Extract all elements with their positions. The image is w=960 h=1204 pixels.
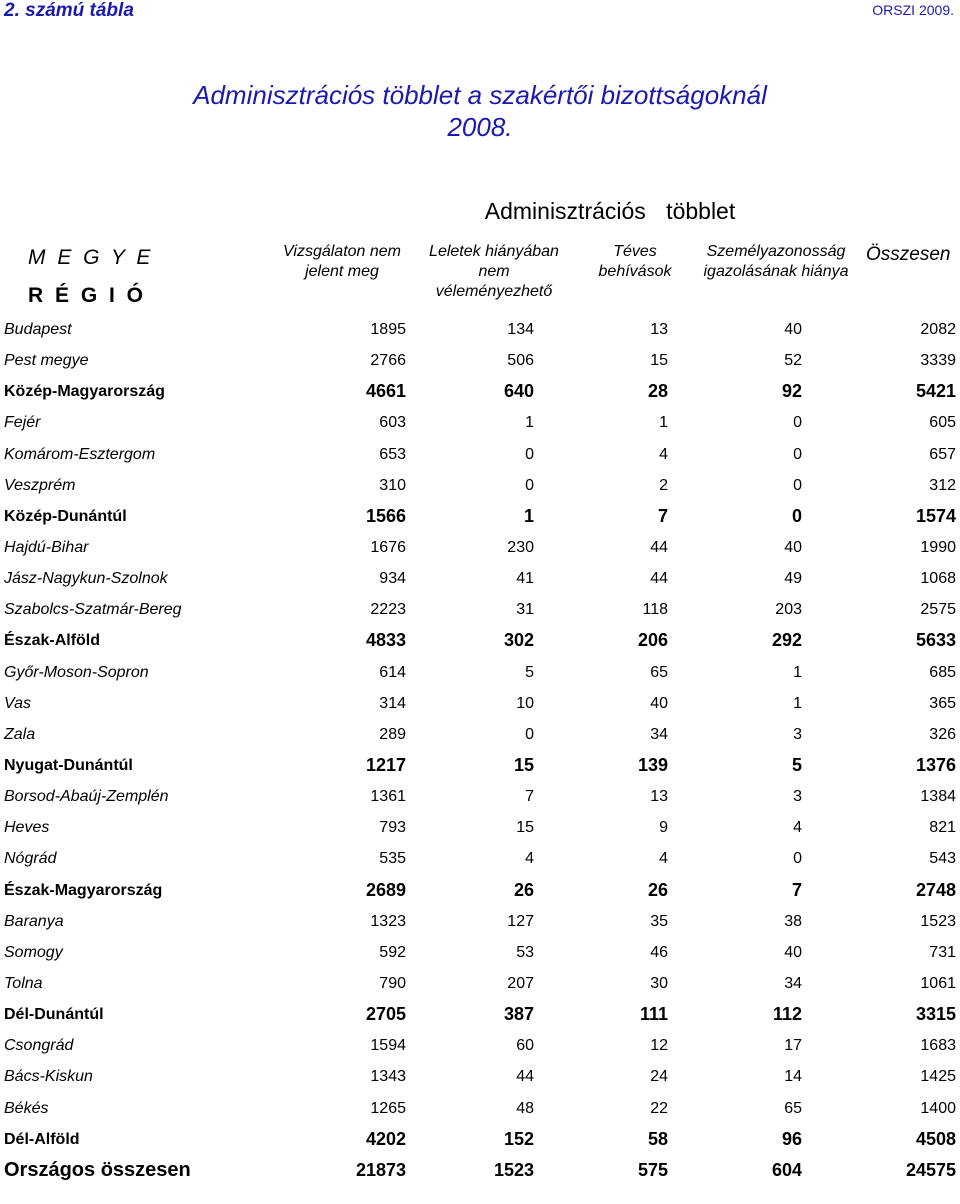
cell-value: 30	[650, 974, 668, 992]
cell-value: 821	[929, 819, 956, 837]
row-name: Országos összesen	[4, 1158, 191, 1181]
cell-value: 2575	[920, 601, 956, 619]
cell-value: 134	[507, 321, 534, 338]
cell-value: 604	[771, 1159, 802, 1180]
table-row	[0, 594, 960, 625]
cell-value: 4	[659, 445, 668, 463]
cell-value: 92	[781, 381, 802, 402]
cell-value: 1068	[920, 570, 956, 588]
cell-value: 731	[929, 943, 956, 961]
cell-value: 7	[657, 505, 668, 526]
cell-value: 118	[642, 601, 668, 619]
cell-value: 1895	[370, 321, 406, 338]
cell-value: 4	[659, 850, 668, 868]
row-name: Nyugat-Dunántúl	[4, 756, 133, 774]
cell-value: 387	[503, 1004, 534, 1025]
table-row	[0, 1061, 960, 1092]
region-row	[0, 625, 960, 656]
table-row	[0, 407, 960, 438]
cell-value: 35	[650, 912, 668, 930]
cell-value: 4202	[365, 1128, 406, 1149]
cell-value: 1676	[370, 538, 406, 556]
cell-value: 40	[784, 538, 802, 556]
cell-value: 127	[507, 912, 534, 930]
cell-value: 2	[659, 476, 668, 494]
cell-value: 535	[379, 850, 406, 868]
cell-value: 58	[647, 1128, 668, 1149]
row-name: Fejér	[4, 414, 41, 432]
column-header-not-present: Vizsgálaton nem jelent meg	[283, 243, 401, 280]
cell-value: 314	[379, 694, 406, 712]
cell-value: 1361	[370, 788, 406, 806]
cell-value: 1523	[493, 1159, 534, 1180]
cell-value: 1	[793, 663, 802, 681]
cell-value: 0	[793, 414, 802, 432]
cell-value: 1	[525, 414, 534, 432]
cell-value: 4833	[365, 630, 406, 651]
cell-value: 1400	[920, 1099, 956, 1117]
cell-value: 790	[379, 974, 406, 992]
cell-value: 292	[771, 630, 802, 651]
cell-value: 685	[929, 663, 956, 681]
column-group-title: Adminisztrációs többlet	[484, 198, 736, 224]
table-row	[0, 563, 960, 594]
cell-value: 289	[379, 725, 406, 743]
cell-value: 46	[650, 943, 668, 961]
row-name: Jász-Nagykun-Szolnok	[4, 570, 168, 588]
cell-value: 4	[525, 850, 534, 868]
cell-value: 4508	[915, 1128, 956, 1149]
row-name: Veszprém	[4, 476, 76, 494]
table-row	[0, 812, 960, 843]
table-row	[0, 937, 960, 968]
row-name: Dél-Dunántúl	[4, 1006, 104, 1024]
cell-value: 1523	[920, 912, 956, 930]
cell-value: 17	[784, 1037, 802, 1055]
cell-value: 21873	[355, 1159, 406, 1180]
cell-value: 230	[507, 538, 534, 556]
total-row	[0, 1155, 960, 1186]
cell-value: 793	[379, 819, 406, 837]
cell-value: 3	[793, 725, 802, 743]
source-label: ORSZI 2009.	[872, 2, 954, 18]
cell-value: 26	[513, 879, 534, 900]
cell-value: 15	[513, 754, 534, 775]
cell-value: 2705	[365, 1004, 406, 1025]
cell-value: 52	[784, 352, 802, 370]
cell-value: 1061	[920, 974, 956, 992]
cell-value: 96	[781, 1128, 802, 1149]
region-row	[0, 1124, 960, 1155]
column-header-missing-results: Leletek hiányában nem véleményezhető	[429, 243, 559, 300]
cell-value: 10	[516, 694, 534, 712]
cell-value: 65	[650, 663, 668, 681]
page-title: Adminisztrációs többlet a szakértői bizottságoknál	[193, 80, 767, 110]
table-row	[0, 1093, 960, 1124]
row-name: Tolna	[4, 974, 43, 992]
cell-value: 3339	[920, 352, 956, 370]
cell-value: 1265	[370, 1099, 406, 1117]
cell-value: 657	[929, 445, 956, 463]
cell-value: 0	[791, 505, 802, 526]
table-row	[0, 345, 960, 376]
cell-value: 28	[647, 381, 668, 402]
column-header-wrong-calls: Téves behívások	[598, 243, 672, 280]
row-name: Pest megye	[4, 352, 89, 370]
row-header-county: M E G Y E	[28, 246, 154, 269]
cell-value: 640	[503, 381, 534, 402]
page-title-year: 2008.	[447, 112, 513, 142]
row-name: Somogy	[4, 943, 63, 961]
table-row	[0, 439, 960, 470]
cell-value: 38	[784, 912, 802, 930]
cell-value: 1574	[915, 505, 956, 526]
row-name: Csongrád	[4, 1037, 74, 1055]
row-name: Győr-Moson-Sopron	[4, 663, 149, 681]
row-name: Heves	[4, 819, 50, 837]
cell-value: 1217	[365, 754, 406, 775]
cell-value: 1343	[370, 1068, 406, 1086]
cell-value: 203	[775, 601, 802, 619]
cell-value: 1384	[920, 788, 956, 806]
cell-value: 112	[772, 1004, 802, 1025]
table-row	[0, 781, 960, 812]
cell-value: 365	[929, 694, 956, 712]
row-name: Szabolcs-Szatmár-Bereg	[4, 601, 182, 619]
cell-value: 2223	[370, 601, 406, 619]
region-row	[0, 376, 960, 407]
cell-value: 310	[379, 476, 406, 494]
row-name: Bács-Kiskun	[4, 1068, 93, 1086]
cell-value: 53	[516, 943, 534, 961]
cell-value: 26	[647, 879, 668, 900]
cell-value: 302	[503, 630, 534, 651]
cell-value: 1425	[920, 1068, 956, 1086]
cell-value: 5421	[915, 381, 956, 402]
row-name: Észak-Alföld	[4, 632, 101, 650]
cell-value: 0	[793, 445, 802, 463]
cell-value: 5	[525, 663, 534, 681]
cell-value: 44	[516, 1068, 534, 1086]
cell-value: 1990	[920, 538, 956, 556]
cell-value: 0	[525, 476, 534, 494]
column-header-total: Összesen	[866, 244, 951, 265]
cell-value: 1	[793, 694, 802, 712]
cell-value: 312	[929, 476, 956, 494]
cell-value: 13	[650, 321, 668, 338]
cell-value: 24	[650, 1068, 668, 1086]
table-row	[0, 843, 960, 874]
region-row	[0, 999, 960, 1030]
cell-value: 1683	[920, 1037, 956, 1055]
row-name: Észak-Magyarország	[4, 881, 163, 899]
cell-value: 60	[516, 1037, 534, 1055]
cell-value: 48	[516, 1099, 534, 1117]
cell-value: 1376	[915, 754, 956, 775]
cell-value: 15	[650, 352, 668, 370]
cell-value: 1323	[370, 912, 406, 930]
row-name: Közép-Magyarország	[4, 383, 165, 401]
cell-value: 1566	[365, 505, 406, 526]
region-row	[0, 750, 960, 781]
cell-value: 5633	[915, 630, 956, 651]
cell-value: 1	[523, 505, 534, 526]
cell-value: 65	[784, 1099, 802, 1117]
cell-value: 40	[784, 321, 802, 338]
cell-value: 592	[379, 943, 406, 961]
cell-value: 3	[793, 788, 802, 806]
cell-value: 24575	[905, 1159, 956, 1180]
cell-value: 0	[793, 476, 802, 494]
cell-value: 49	[784, 570, 802, 588]
cell-value: 0	[793, 850, 802, 868]
cell-value: 2689	[365, 879, 406, 900]
cell-value: 111	[639, 1004, 668, 1025]
cell-value: 34	[650, 725, 668, 743]
cell-value: 14	[784, 1068, 802, 1086]
cell-value: 41	[516, 570, 534, 588]
cell-value: 605	[929, 414, 956, 432]
table-row	[0, 719, 960, 750]
cell-value: 40	[784, 943, 802, 961]
cell-value: 207	[507, 974, 534, 992]
table-number: 2. számú tábla	[4, 0, 134, 21]
cell-value: 3315	[915, 1004, 956, 1025]
cell-value: 2748	[915, 879, 956, 900]
cell-value: 614	[379, 663, 406, 681]
cell-value: 44	[650, 538, 668, 556]
cell-value: 543	[929, 850, 956, 868]
row-name: Dél-Alföld	[4, 1130, 80, 1148]
cell-value: 7	[525, 788, 534, 806]
row-name: Vas	[4, 694, 31, 712]
table-row	[0, 470, 960, 501]
row-name: Közép-Dunántúl	[4, 507, 127, 525]
cell-value: 12	[650, 1037, 668, 1055]
row-name: Békés	[4, 1099, 49, 1117]
row-name: Borsod-Abaúj-Zemplén	[4, 788, 169, 806]
cell-value: 0	[525, 445, 534, 463]
cell-value: 4661	[365, 381, 406, 402]
cell-value: 934	[379, 570, 406, 588]
table-row	[0, 968, 960, 999]
cell-value: 575	[637, 1159, 668, 1180]
region-row	[0, 501, 960, 532]
column-header-missing-id: Személyazonosság igazolásának hiánya	[703, 243, 849, 280]
cell-value: 2082	[920, 321, 956, 338]
cell-value: 9	[659, 819, 668, 837]
table-row	[0, 532, 960, 563]
cell-value: 7	[791, 879, 802, 900]
table-row	[0, 657, 960, 688]
row-name: Hajdú-Bihar	[4, 538, 89, 556]
cell-value: 34	[784, 974, 802, 992]
cell-value: 40	[650, 694, 668, 712]
table-row	[0, 906, 960, 937]
row-name: Baranya	[4, 912, 64, 930]
cell-value: 13	[650, 788, 668, 806]
cell-value: 44	[650, 570, 668, 588]
row-name: Budapest	[4, 321, 72, 338]
cell-value: 4	[793, 819, 802, 837]
cell-value: 139	[637, 754, 668, 775]
cell-value: 5	[791, 754, 802, 775]
row-header-region: R É G I Ó	[28, 284, 147, 307]
cell-value: 15	[516, 819, 534, 837]
region-row	[0, 875, 960, 906]
cell-value: 2766	[370, 352, 406, 370]
cell-value: 653	[379, 445, 406, 463]
cell-value: 1594	[370, 1037, 406, 1055]
cell-value: 206	[637, 630, 668, 651]
table-row	[0, 688, 960, 719]
cell-value: 603	[379, 414, 406, 432]
cell-value: 326	[929, 725, 956, 743]
row-name: Komárom-Esztergom	[4, 445, 156, 463]
cell-value: 0	[525, 725, 534, 743]
cell-value: 1	[659, 414, 668, 432]
table-row	[0, 1030, 960, 1061]
cell-value: 506	[507, 352, 534, 370]
cell-value: 22	[650, 1099, 668, 1117]
cell-value: 31	[516, 601, 534, 619]
table-row	[0, 314, 960, 345]
row-name: Zala	[4, 725, 36, 743]
cell-value: 152	[503, 1128, 534, 1149]
row-name: Nógrád	[4, 850, 57, 868]
